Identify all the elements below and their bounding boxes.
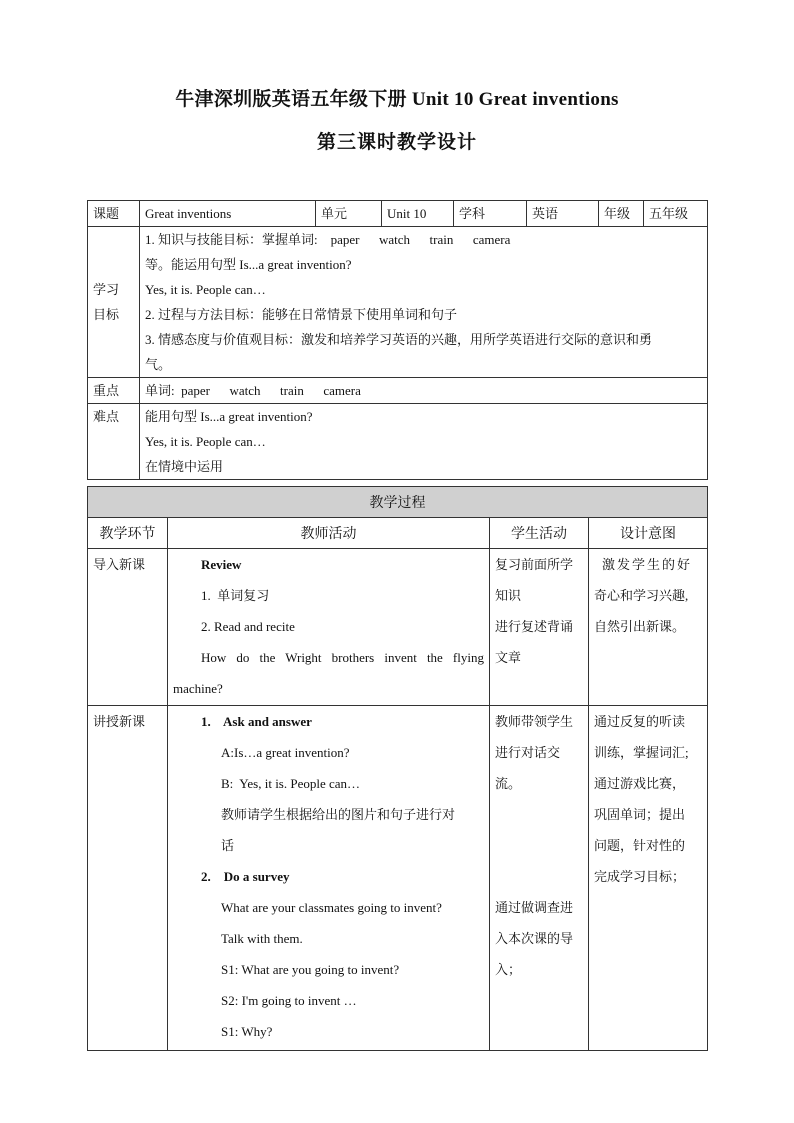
teacher-line: 教师请学生根据给出的图片和句子进行对 [221,807,456,822]
goal-line: 气。 [145,357,172,372]
intent-cell [589,549,708,706]
stage-label: 导入新课 [93,557,146,572]
grade-label: 年级 [599,201,644,227]
header-intent: 设计意图 [589,518,708,549]
goal-line: 等。能运用句型 Is...a great invention? [145,257,352,272]
intent-cell [589,706,708,1051]
intent-line: 自然引出新课。 [594,619,686,634]
intent-line: 完成学习目标； [594,869,686,884]
process-band: 教学过程 [88,487,708,518]
goals-label [88,227,140,378]
key-label: 重点 [88,378,140,404]
student-activity-cell [490,706,589,1051]
process-row-new-lesson [88,706,708,1051]
teacher-line: 1. 单词复习 [201,588,270,603]
subject-label: 学科 [454,201,527,227]
process-band-row [88,487,708,518]
teacher-line: S2: I'm going to invent … [221,993,357,1008]
teacher-line: Review [201,557,242,572]
teacher-line: What are your classmates going to invent? [221,900,442,915]
goals-label-line: 目标 [93,307,120,322]
teacher-activity-cell [168,549,490,706]
info-row [88,201,708,227]
goal-line: 3. 情感态度与价值观目标：激发和培养学习英语的兴趣，用所学英语进行交际的意识和勇 [145,332,653,347]
goal-line: 1. 知识与技能目标：掌握单词: paper watch train camera [145,232,511,247]
topic-label: 课题 [88,201,140,227]
document-title: 牛津深圳版英语五年级下册 Unit 10 Great inventions [175,89,619,110]
student-line: 入本次课的导 [495,931,574,946]
teaching-process-table [87,486,708,1051]
student-line: 知识 [495,588,522,603]
stage-label: 讲授新课 [93,714,146,729]
teacher-line: B: Yes, it is. People can… [221,776,361,791]
key-content: 单词: paper watch train camera [140,378,708,404]
intent-line: 激发学生的好 [602,557,693,572]
teacher-line: How do the Wright brothers invent the flying [201,650,484,665]
intent-line: 问题，针对性的 [594,838,686,853]
teacher-line: Talk with them. [221,931,303,946]
difficulty-row [88,404,708,480]
intent-line: 奇心和学习兴趣, [594,588,689,603]
teacher-line: machine? [173,681,223,696]
goals-row [88,227,708,378]
student-line: 进行对话交流。 [495,745,561,791]
teacher-line: S1: Why? [221,1024,273,1039]
header-student: 学生活动 [490,518,589,549]
student-line: 进行复述背诵 [495,619,574,634]
difficulty-line: Yes, it is. People can… [145,434,266,449]
difficulty-line: 能用句型 Is...a great invention? [145,409,313,424]
goals-content [140,227,708,378]
key-row [88,378,708,404]
student-line: 教师带领学生 [495,714,574,729]
difficulty-content [140,404,708,480]
teacher-line: 话 [221,838,235,853]
lesson-info-table [87,200,708,480]
goal-line: 2. 过程与方法目标：能够在日常情景下使用单词和句子 [145,307,458,322]
stage-cell [88,706,168,1051]
difficulty-line: 在情境中运用 [145,459,224,474]
goal-line: Yes, it is. People can… [145,282,266,297]
grade-value: 五年级 [644,201,708,227]
teacher-line: A:Is…a great invention? [221,745,350,760]
unit-value: Unit 10 [382,201,454,227]
subject-value: 英语 [527,201,599,227]
teacher-activity-cell [168,706,490,1051]
intent-line: 通过反复的听读 [594,714,686,729]
teacher-line: S1: What are you going to invent? [221,962,400,977]
intent-line: 巩固单词；提出 [594,807,686,822]
difficulty-label: 难点 [88,404,140,480]
teacher-line: 2. Do a survey [201,869,290,884]
student-spacer [495,799,583,892]
student-line: 入； [495,962,522,977]
student-line: 复习前面所学 [495,557,574,572]
intent-line: 训练，掌握词汇; [594,745,689,760]
student-line: 通过做调查进 [495,900,574,915]
student-activity-cell [490,549,589,706]
teacher-line: 2. Read and recite [201,619,295,634]
document-subtitle: 第三课时教学设计 [316,132,477,153]
goals-label-line: 学习 [93,282,120,297]
teacher-line: 1. Ask and answer [201,714,312,729]
header-stage: 教学环节 [88,518,168,549]
topic-value: Great inventions [140,201,316,227]
process-header-row [88,518,708,549]
student-line: 文章 [495,650,522,665]
intent-line: 通过游戏比赛， [594,776,686,791]
process-row-intro [88,549,708,706]
stage-cell [88,549,168,706]
unit-label: 单元 [316,201,382,227]
header-teacher: 教师活动 [168,518,490,549]
